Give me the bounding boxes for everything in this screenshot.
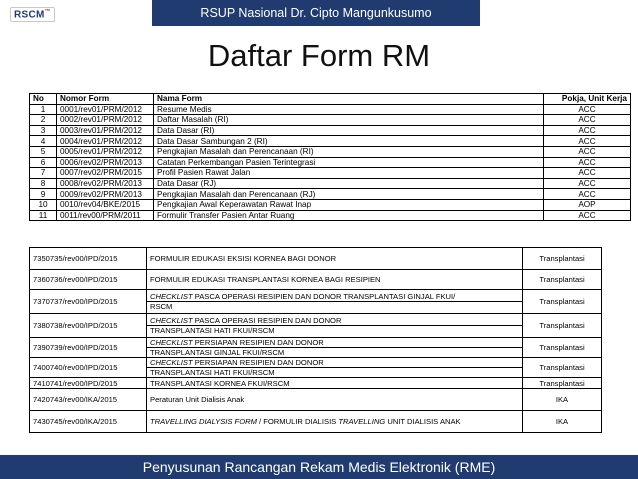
table-row	[30, 358, 602, 378]
cell-unit: ACC	[544, 136, 631, 147]
page-title: Daftar Form RM	[207, 38, 431, 73]
rscm-logo	[6, 4, 50, 24]
form-number: 0745/rev00/IKA/2015	[45, 417, 118, 426]
form-number: 0736/rev00/IPD/2015	[45, 275, 118, 284]
cell-unit: Transplantasi	[523, 358, 602, 378]
cell-unit: Transplantasi	[523, 338, 602, 358]
cell-nama-form: Pengkajian Masalah dan Perencanaan (RJ)	[154, 189, 544, 200]
col-nomor-form: Nomor Form	[57, 94, 154, 105]
cell-no: 1	[30, 104, 57, 115]
cell-no: 10	[30, 199, 57, 210]
form-number: 0741/rev00/IPD/2015	[45, 378, 118, 388]
cell-nama-form: Catatan Perkembangan Pasien Terintegrasi	[154, 157, 544, 168]
cell-no: 5	[30, 146, 57, 157]
cell-form-name	[147, 248, 523, 270]
form-name-part: / FORMULIR DIALISIS	[256, 417, 339, 426]
cell-nama-form: Pengkajian Awal Keperawatan Rawat Inap	[154, 199, 544, 210]
cell-form-name	[147, 378, 523, 389]
cell-nama-form: Profil Pasien Rawat Jalan	[154, 168, 544, 179]
table-row	[30, 210, 631, 221]
row-index: 742	[33, 395, 46, 404]
table-row	[30, 270, 602, 290]
form-name-part: CHECKLIST	[150, 316, 193, 325]
cell-no: 11	[30, 210, 57, 221]
cell-unit: ACC	[544, 125, 631, 136]
cell-no: 7	[30, 168, 57, 179]
form-name-line2: RSCM	[147, 301, 522, 311]
table-header-row	[30, 94, 631, 105]
table-row	[30, 125, 631, 136]
cell-no: 4	[30, 136, 57, 147]
row-index: 741	[33, 378, 46, 388]
table-row	[30, 314, 602, 338]
cell-unit: Transplantasi	[523, 290, 602, 314]
cell-nama-form: Data Dasar (RJ)	[154, 178, 544, 189]
form-name-part: CHECKLIST	[150, 338, 193, 347]
form-name-part: PERSIAPAN RESIPIEN DAN DONOR	[192, 338, 324, 347]
cell-no: 2	[30, 115, 57, 126]
cell-nomor-form: 0002/rev01/PRM/2012	[57, 115, 154, 126]
form-number: 0738/rev00/IPD/2015	[45, 321, 118, 330]
form-name-part: TRANSPLANTASI KORNEA FKUI/RSCM	[150, 378, 290, 388]
form-table-main	[29, 93, 631, 221]
cell-nomor-form: 0007/rev02/PRM/2015	[57, 168, 154, 179]
cell-unit: Transplantasi	[523, 314, 602, 338]
table-row	[30, 411, 602, 433]
form-name-part: PASCA OPERASI RESIPIEN DAN DONOR TRANSPLANTASI GINJAL FKUI/	[192, 292, 456, 301]
cell-unit: ACC	[544, 168, 631, 179]
table-row	[30, 199, 631, 210]
cell-nomor-form: 0010/rev04/BKE/2015	[57, 199, 154, 210]
form-number: 0743/rev00/IKA/2015	[45, 395, 118, 404]
cell-number	[30, 270, 147, 290]
row-index: 738	[33, 321, 46, 330]
cell-nomor-form: 0003/rev01/PRM/2012	[57, 125, 154, 136]
table-row	[30, 104, 631, 115]
form-name-part: FORMULIR EDUKASI EKSISI KORNEA BAGI DONOR	[150, 254, 337, 263]
form-name-line2: TRANSPLANTASI GINJAL FKUI/RSCM	[147, 347, 522, 357]
cell-form-name	[147, 338, 523, 358]
table-row	[30, 178, 631, 189]
cell-nama-form: Formulir Transfer Pasien Antar Ruang	[154, 210, 544, 221]
cell-nomor-form: 0005/rev01/PRM/2012	[57, 146, 154, 157]
cell-unit: ACC	[544, 146, 631, 157]
table-row	[30, 115, 631, 126]
cell-nama-form: Data Dasar Sambungan 2 (RI)	[154, 136, 544, 147]
cell-nomor-form: 0004/rev01/PRM/2012	[57, 136, 154, 147]
table-row	[30, 248, 602, 270]
form-name-part: PASCA OPERASI RESIPIEN DAN DONOR	[192, 316, 342, 325]
cell-nomor-form: 0009/rev02/PRM/2013	[57, 189, 154, 200]
header-title: RSUP Nasional Dr. Cipto Mangunkusumo	[200, 6, 432, 20]
cell-no: 8	[30, 178, 57, 189]
cell-unit: IKA	[523, 411, 602, 433]
cell-number	[30, 314, 147, 338]
table-row	[30, 290, 602, 314]
footer-text: Penyusunan Rancangan Rekam Medis Elektronik (RME)	[142, 459, 496, 475]
table-row	[30, 189, 631, 200]
cell-form-name	[147, 270, 523, 290]
cell-number	[30, 248, 147, 270]
cell-unit: ACC	[544, 178, 631, 189]
row-index: 740	[33, 363, 46, 372]
header-bar	[152, 0, 480, 26]
cell-unit: ACC	[544, 210, 631, 221]
cell-unit: ACC	[544, 104, 631, 115]
form-name-part: CHECKLIST	[150, 358, 193, 367]
cell-nama-form: Daftar Masalah (RI)	[154, 115, 544, 126]
table-row	[30, 146, 631, 157]
cell-unit: Transplantasi	[523, 270, 602, 290]
cell-form-name	[147, 358, 523, 378]
cell-nama-form: Resume Medis	[154, 104, 544, 115]
table-row	[30, 338, 602, 358]
col-unit: Pokja, Unit Kerja	[544, 94, 631, 105]
row-index: 737	[33, 297, 46, 306]
form-name-line2: TRANSPLANTASI HATI FKUI/RSCM	[147, 367, 522, 377]
form-name-part: PERSIAPAN RESIPIEN DAN DONOR	[192, 358, 324, 367]
form-name-part: TRAVELLING	[338, 417, 386, 426]
cell-number	[30, 290, 147, 314]
row-index: 735	[33, 254, 46, 263]
table-row	[30, 378, 602, 389]
cell-nomor-form: 0006/rev02/PRM/2013	[57, 157, 154, 168]
row-index: 743	[33, 417, 46, 426]
col-no: No	[30, 94, 57, 105]
cell-unit: AOP	[544, 199, 631, 210]
cell-number	[30, 389, 147, 411]
cell-unit: ACC	[544, 157, 631, 168]
cell-number	[30, 411, 147, 433]
table-row	[30, 157, 631, 168]
cell-nomor-form: 0011/rev00/PRM/2011	[57, 210, 154, 221]
cell-nama-form: Data Dasar (RI)	[154, 125, 544, 136]
form-name-line2: TRANSPLANTASI HATI FKUI/RSCM	[147, 325, 522, 335]
form-name-part: FORMULIR EDUKASI TRANSPLANTASI KORNEA BAGI RESIPIEN	[150, 275, 381, 284]
cell-unit: ACC	[544, 115, 631, 126]
table-row	[30, 136, 631, 147]
cell-nomor-form: 0008/rev02/PRM/2013	[57, 178, 154, 189]
cell-form-name	[147, 314, 523, 338]
form-name-part: Peraturan Unit Dialisis Anak	[150, 395, 245, 404]
cell-form-name	[147, 389, 523, 411]
footer-bar	[0, 455, 638, 479]
table-row	[30, 168, 631, 179]
form-number: 0735/rev00/IPD/2015	[45, 254, 118, 263]
cell-number	[30, 338, 147, 358]
cell-no: 3	[30, 125, 57, 136]
form-number: 0739/rev00/IPD/2015	[45, 343, 118, 352]
col-nama-form: Nama Form	[154, 94, 544, 105]
form-table-transplant	[29, 247, 602, 433]
cell-unit: ACC	[544, 189, 631, 200]
cell-number	[30, 358, 147, 378]
form-name-part: CHECKLIST	[150, 292, 193, 301]
cell-unit: IKA	[523, 389, 602, 411]
cell-form-name	[147, 290, 523, 314]
form-number: 0740/rev00/IPD/2015	[45, 363, 118, 372]
cell-no: 6	[30, 157, 57, 168]
cell-number	[30, 378, 147, 389]
cell-unit: Transplantasi	[523, 248, 602, 270]
logo-text: RSCM™	[10, 7, 55, 22]
row-index: 739	[33, 343, 46, 352]
cell-unit: Transplantasi	[523, 378, 602, 389]
form-name-part: UNIT DIALISIS ANAK	[385, 417, 461, 426]
form-name-part: TRAVELLING DIALYSIS FORM	[150, 417, 257, 426]
row-index: 736	[33, 275, 46, 284]
cell-no: 9	[30, 189, 57, 200]
cell-nama-form: Pengkajian Masalah dan Perencanaan (RI)	[154, 146, 544, 157]
cell-form-name	[147, 411, 523, 433]
cell-nomor-form: 0001/rev01/PRM/2012	[57, 104, 154, 115]
table-row	[30, 389, 602, 411]
form-number: 0737/rev00/IPD/2015	[45, 297, 118, 306]
